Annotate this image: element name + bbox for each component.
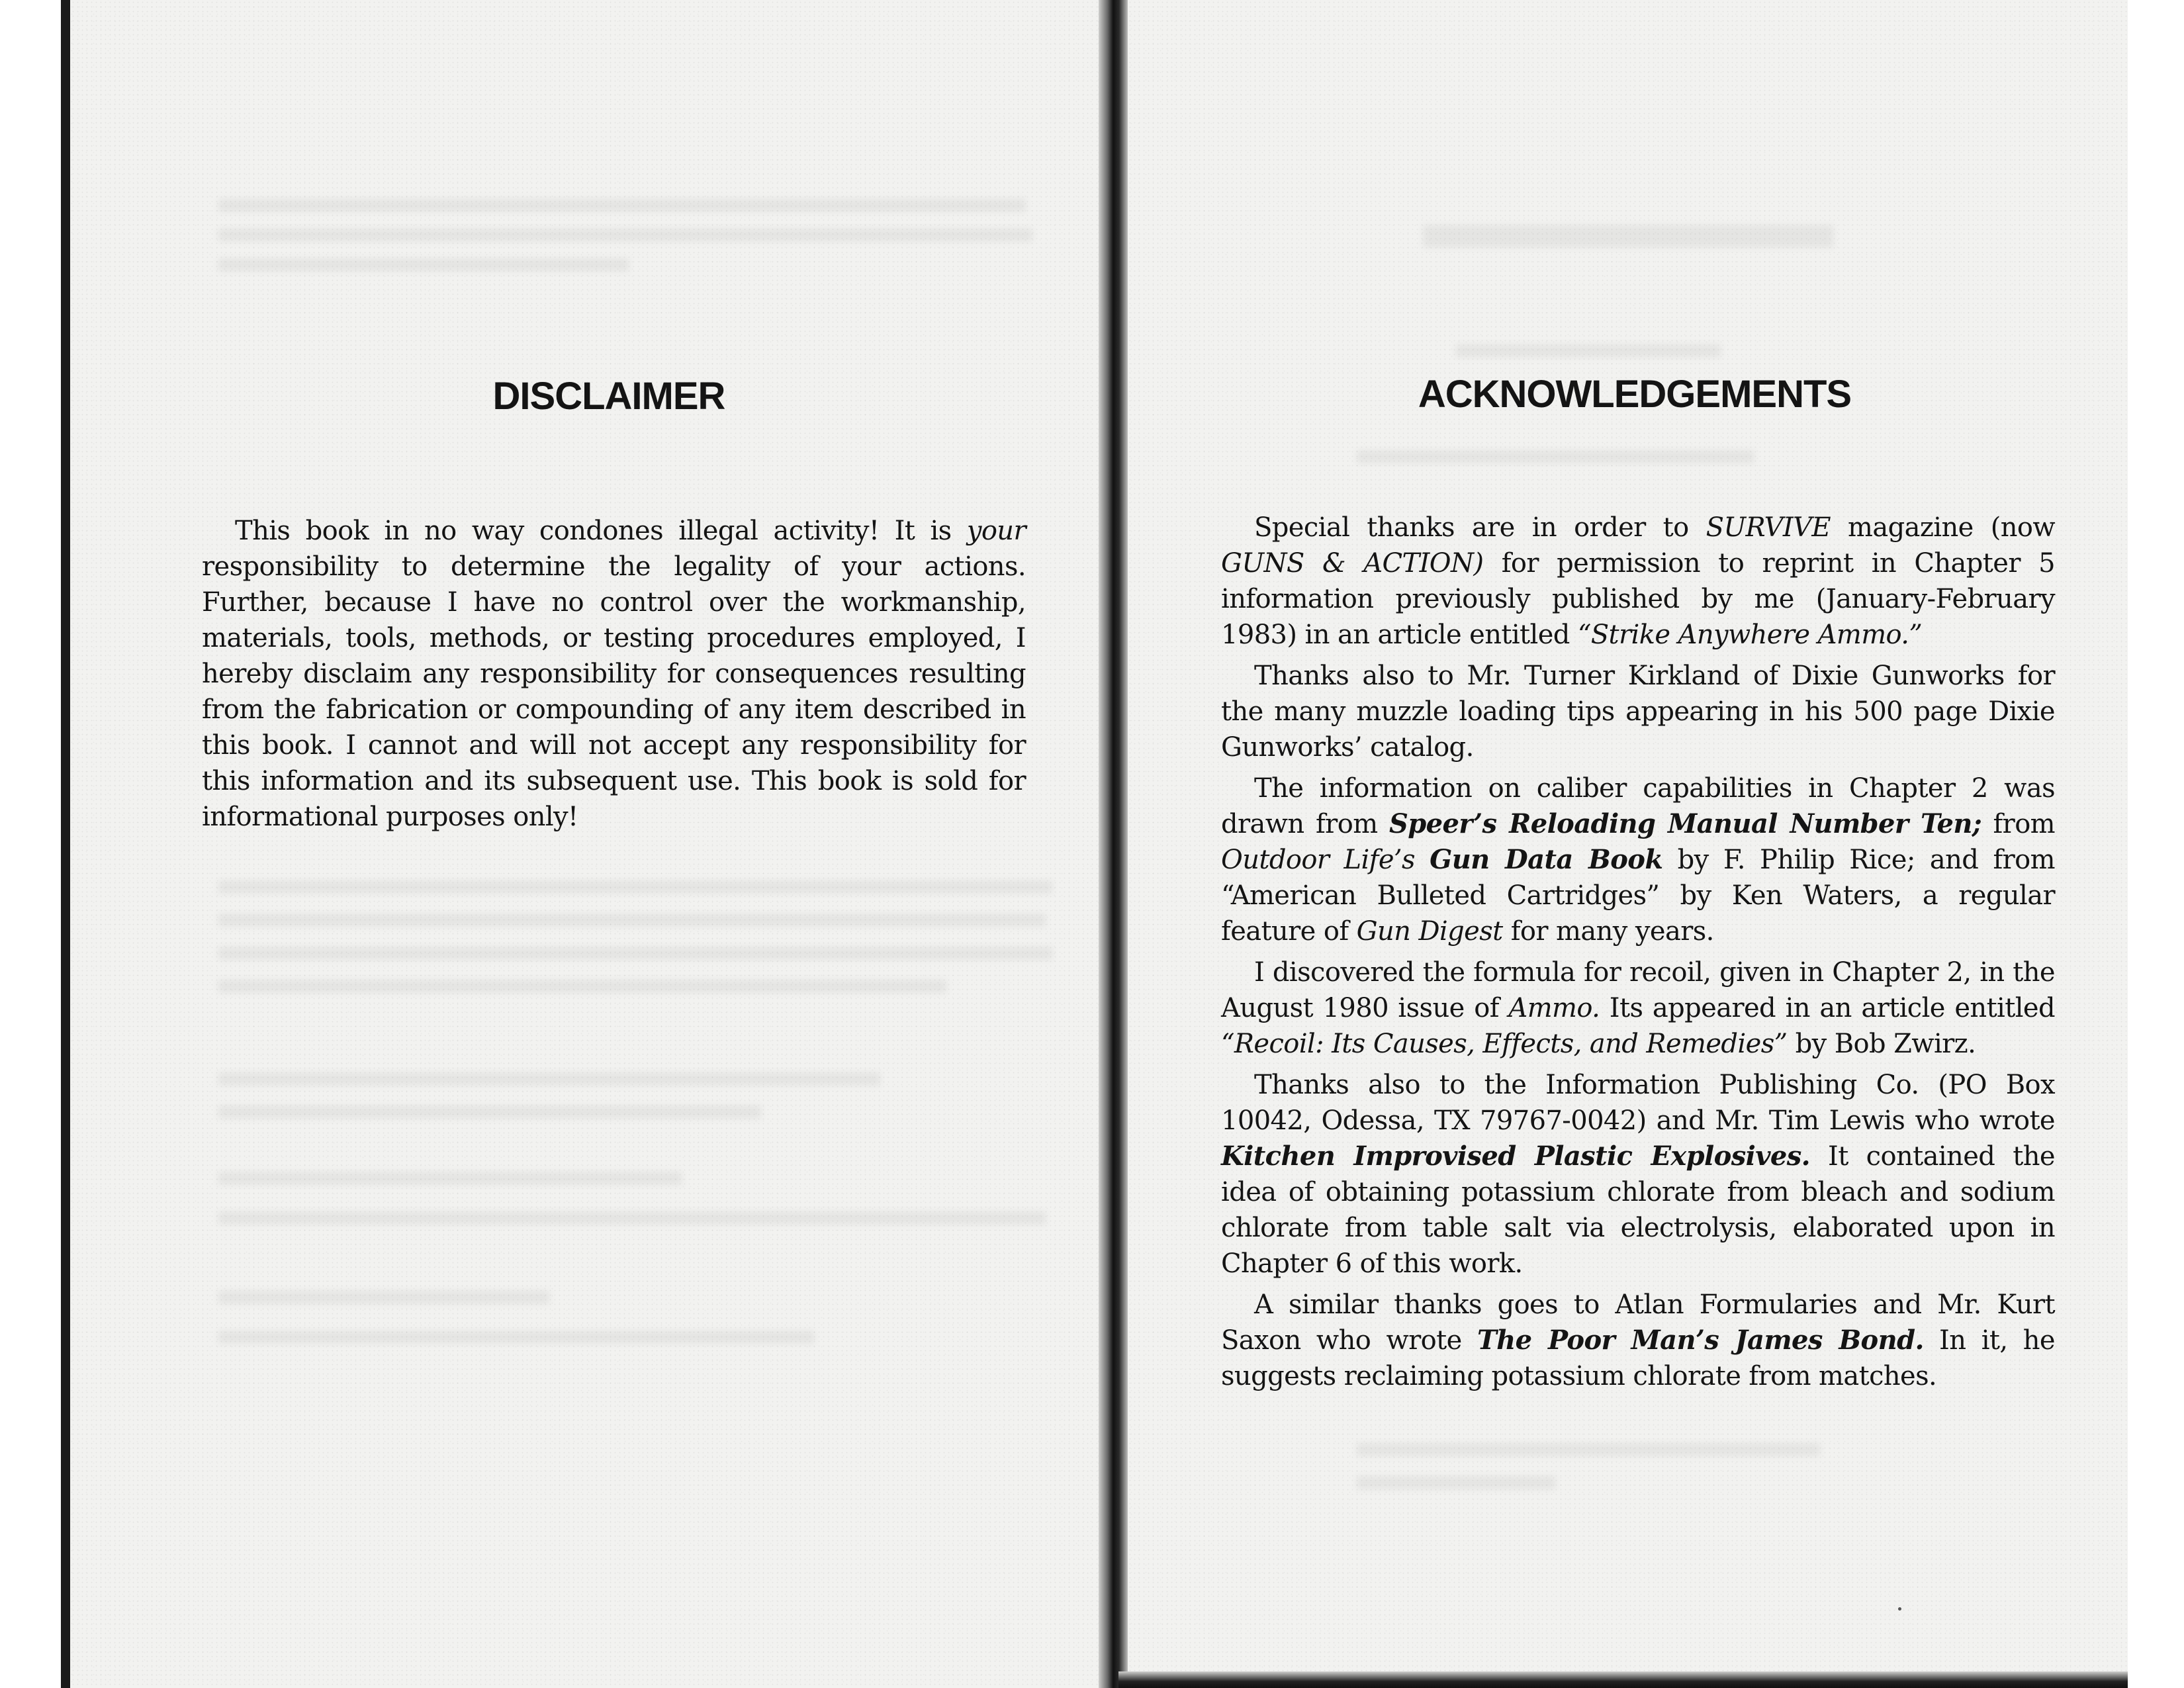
text-run: Thanks also to the Information Publishing Co. (PO Box 10042, Odessa, TX 79767-0042) and Mr. Tim Lewis who wrote bbox=[1221, 1070, 2055, 1136]
book-title: Kitchen Improvised Plastic Explosives. bbox=[1221, 1141, 1810, 1172]
text-run: The information on caliber capabilities in Chapter 2 was drawn from bbox=[1221, 773, 2055, 839]
text-run bbox=[1415, 845, 1430, 875]
disclaimer-heading: DISCLAIMER bbox=[492, 375, 725, 418]
bleed-through-line bbox=[218, 980, 946, 993]
book-title: The Poor Man’s James Bond. bbox=[1477, 1325, 1924, 1356]
text-run: Special thanks are in order to bbox=[1254, 512, 1706, 543]
acknowledgements-body bbox=[1221, 510, 2055, 1399]
left-page bbox=[66, 0, 1118, 1688]
bleed-through-line bbox=[218, 880, 1052, 894]
bleed-through-line bbox=[218, 1105, 761, 1119]
bleed-through-line bbox=[218, 228, 1032, 242]
bleed-through-line bbox=[218, 258, 629, 271]
acknowledgement-paragraph-4 bbox=[1221, 955, 2055, 1062]
bleed-through-line bbox=[1357, 450, 1754, 463]
acknowledgement-paragraph-1 bbox=[1221, 510, 2055, 653]
book-title: Speer’s Reloading Manual Number Ten; bbox=[1388, 808, 1982, 839]
bleed-through-line bbox=[1456, 344, 1721, 357]
book-title: Gun Data Book bbox=[1430, 844, 1663, 875]
book-gutter bbox=[1099, 0, 1128, 1688]
bleed-through-line bbox=[218, 1211, 1046, 1225]
text-run: Thanks also to Mr. Turner Kirkland of Dixie Gunworks for the many muzzle loading tips appearing in his 500 page Dixie Gunworks’ catalog. bbox=[1221, 661, 2055, 763]
magazine-title: GUNS & ACTION) bbox=[1221, 548, 1484, 579]
text-run: for many years. bbox=[1502, 916, 1714, 947]
acknowledgement-paragraph-2 bbox=[1221, 658, 2055, 765]
bleed-through-line bbox=[218, 1072, 880, 1086]
text-run: Its appeared in an article entitled bbox=[1600, 993, 2055, 1023]
text-run: for permission to reprint in Chapter 5 information previously published by me (January-February 1983) in an article entitled bbox=[1221, 548, 2055, 650]
right-page-bottom-edge bbox=[1118, 1671, 2128, 1688]
text-run: magazine (now bbox=[1831, 512, 2055, 543]
bleed-through-line bbox=[1357, 1476, 1555, 1489]
text-run: by Bob Zwirz. bbox=[1787, 1029, 1976, 1059]
magazine-title: SURVIVE bbox=[1706, 512, 1831, 543]
bleed-through-line bbox=[218, 914, 1046, 927]
left-page-edge bbox=[61, 0, 70, 1688]
acknowledgements-heading: ACKNOWLEDGEMENTS bbox=[1418, 373, 1852, 416]
text-run: In it, he suggests reclaiming potassium chlorate from matches. bbox=[1221, 1325, 2055, 1391]
scan-speck bbox=[1898, 1607, 1901, 1611]
acknowledgement-paragraph-3 bbox=[1221, 771, 2055, 949]
bleed-through-line bbox=[218, 1291, 549, 1304]
magazine-title: Outdoor Life’s bbox=[1221, 845, 1415, 875]
bleed-through-line bbox=[1423, 225, 1833, 248]
text-run: by F. Philip Rice; and from “American Bulleted Cartridges” by Ken Waters, a regular feature of bbox=[1221, 845, 2055, 947]
text-run: responsibility to determine the legality of your actions. Further, because I have no control over the workmanship, materials, tools, methods, or testing procedures employed, I hereby disclaim any responsibility for consequences resulting from the fabrication or compounding of any item described in this book. I cannot and will not accept any responsibility for this information and its subsequent use. This book is sold for informational purposes only! bbox=[202, 551, 1026, 832]
text-run: It contained the idea of obtaining potassium chlorate from bleach and sodium chlorate from table salt via electrolysis, elaborated upon in Chapter 6 of this work. bbox=[1221, 1141, 2055, 1279]
magazine-title: Gun Digest bbox=[1356, 916, 1503, 947]
bleed-through-line bbox=[218, 199, 1026, 212]
disclaimer-body bbox=[202, 513, 1026, 840]
acknowledgement-paragraph-6 bbox=[1221, 1287, 2055, 1394]
magazine-title: Ammo. bbox=[1508, 993, 1600, 1023]
article-title: “Recoil: Its Causes, Effects, and Remedies” bbox=[1221, 1029, 1788, 1059]
bleed-through-line bbox=[1357, 1443, 1820, 1456]
bleed-through-line bbox=[218, 947, 1052, 960]
text-run: from bbox=[1981, 809, 2056, 839]
disclaimer-paragraph bbox=[202, 513, 1026, 835]
text-run: This book in no way condones illegal activity! It is bbox=[235, 516, 967, 546]
article-title: “Strike Anywhere Ammo.” bbox=[1577, 620, 1923, 650]
bleed-through-line bbox=[218, 1172, 682, 1185]
text-run: I discovered the formula for recoil, given in Chapter 2, in the August 1980 issue of bbox=[1221, 957, 2055, 1023]
bleed-through-line bbox=[218, 1331, 814, 1344]
emphasis-text: your bbox=[966, 516, 1026, 546]
text-run: A similar thanks goes to Atlan Formularies and Mr. Kurt Saxon who wrote bbox=[1221, 1289, 2055, 1356]
acknowledgement-paragraph-5 bbox=[1221, 1067, 2055, 1282]
